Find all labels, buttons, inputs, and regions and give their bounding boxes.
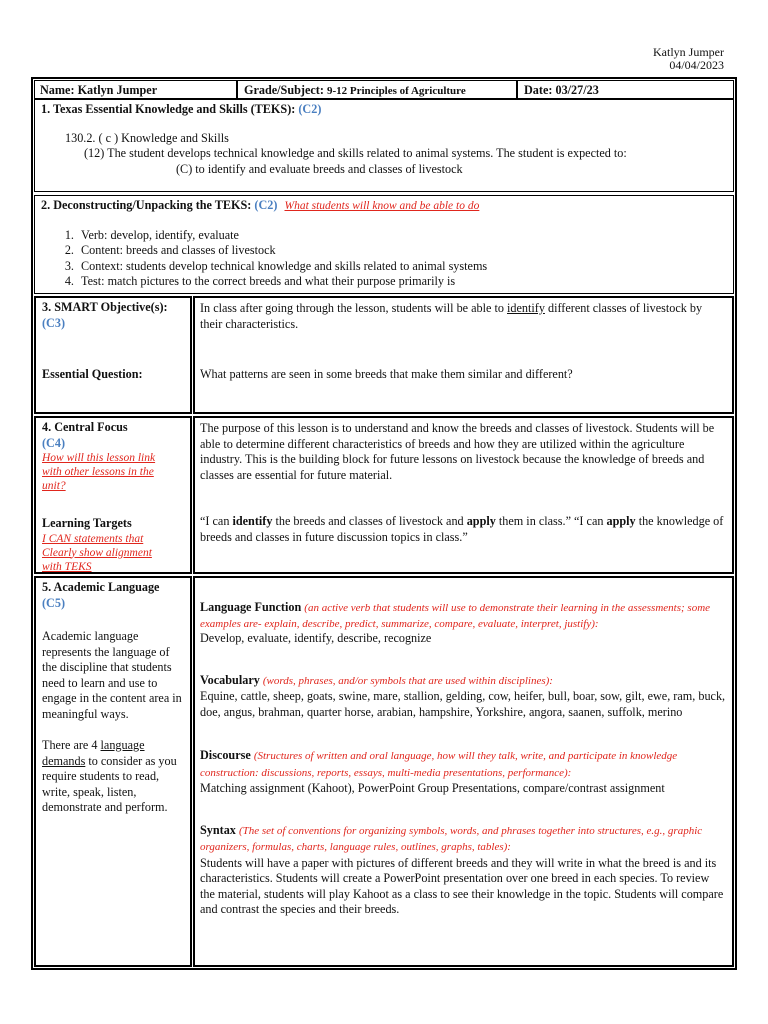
grade-label: Grade/Subject: [244,83,324,97]
vocabulary-note: (words, phrases, and/or symbols that are used within disciplines): [262,674,553,687]
deconstruct-item: 4. Test: match pictures to the correct breeds and what their purpose primarily is [77,274,727,290]
language-demands-text: There are 4 language demands to consider as you require students to read, write, speak, listen, demonstrate and perform. [42,738,177,814]
deconstruct-item: 3. Context: students develop technical knowledge and skills related to animal systems [77,259,727,275]
vocabulary-label: Vocabulary [200,672,260,687]
syntax-block [200,823,727,856]
smart-label: 3. SMART Objective(s): (C3) [42,300,168,330]
teks-code: (C2) [298,102,322,116]
academic-content-cell [193,576,734,967]
header-author: Katlyn Jumper [653,45,724,59]
teks-line-3: (C) to identify and evaluate breeds and classes of livestock [176,161,463,176]
syntax-text: Students will have a paper with pictures of different breeds and they will write in what the breed is and its characteristics. Students will create a PowerPoint presentation over one breed in each species. To review the material, students will play Kahoot as a class to see their knowledge in the topic. Students will compare and contrast the species and their breeds. [200,855,724,916]
learning-targets-note: I CAN statements that Clearly show alignment with TEKS [42,532,152,573]
deconstruct-section [34,195,734,294]
syntax-label: Syntax [200,822,236,837]
deconstruct-item: 1. Verb: develop, identify, evaluate [77,228,727,244]
deconstruct-item: 2. Content: breeds and classes of livestock [77,243,727,259]
essential-question-text: What patterns are seen in some breeds that make them similar and different? [200,367,573,381]
vocabulary-block [200,673,727,690]
smart-objective-text: In class after going through the lesson, students will be able to identify different classes of livestock by their characteristics. [200,301,703,331]
smart-content-cell [193,296,734,414]
date-value: 03/27/23 [555,83,599,97]
teks-title-line [41,102,727,118]
discourse-text: Matching assignment (Kahoot), PowerPoint Group Presentations, compare/contrast assignment [200,781,665,795]
learning-targets-text: “I can identify the breeds and classes of livestock and apply them in class.” “I can apply the knowledge of breeds and classes in future discussion topics in class.” [200,514,724,544]
name-cell [34,80,237,99]
smart-label-cell [34,296,192,414]
discourse-block [200,748,727,781]
academic-label-cell [34,576,192,967]
teks-line-1: 130.2. ( c ) Knowledge and Skills [65,130,229,145]
teks-section [34,99,734,192]
teks-line-2: (12) The student develops technical knowledge and skills related to animal systems. The student is expected to: [84,146,627,160]
grade-value: 9-12 Principles of Agriculture [326,85,466,97]
vocabulary-text: Equine, cattle, sheep, goats, swine, mare, stallion, gelding, cow, heifer, bull, boar, sow, gilt, ewe, ram, buck, doe, angus, brahman, quarter horse, arabian, hampshire, Yorkshire, angora, saanen, suffolk, merino [200,689,726,719]
grade-cell [237,80,517,99]
central-focus-code: (C4) [42,435,66,450]
name-label: Name: [40,83,75,97]
deconstruct-code: (C2) [254,198,278,212]
central-focus-note: How will this lesson link with other lessons in the unit? [42,452,156,492]
learning-targets-label: Learning Targets [42,516,132,530]
language-function-note: (an active verb that students will use to demonstrate their learning in the assessments; some examples are- explain, describe, predict, summarize, compare, evaluate, interpret, justify): [200,602,711,630]
header-date: 04/04/2023 [669,58,724,72]
deconstruct-note: What students will know and be able to do [284,200,480,212]
language-function-label: Language Function [200,600,302,614]
language-function-block [200,600,727,631]
discourse-note: (Structures of written and oral language, how will they talk, write, and participate in knowledge construction: discussions, reports, essays, multi-media presentations, performance): [200,750,678,779]
page-header [653,46,724,72]
deconstruct-list [41,228,727,290]
discourse-label: Discourse [200,748,251,762]
teks-title: 1. Texas Essential Knowledge and Skills (TEKS): [41,102,296,116]
central-focus-content-cell [193,416,734,574]
language-demands-term: language demands [42,738,145,768]
deconstruct-title: 2. Deconstructing/Unpacking the TEKS: [41,198,252,212]
central-focus-text: The purpose of this lesson is to understand and know the breeds and classes of livestock. Students will be able to determine different characteristics of breeds and how they are utilized within the agriculture industry. This is the building block for future lessons on livestock because the knowledge of breeds and classes are essential for future material. [200,421,715,482]
language-function-text: Develop, evaluate, identify, describe, recognize [200,631,432,645]
central-focus-label: 4. Central Focus [42,420,128,434]
essential-question-label: Essential Question: [42,367,143,381]
date-cell [517,80,734,99]
name-value: Katlyn Jumper [77,83,158,97]
academic-label: 5. Academic Language [42,580,160,594]
academic-code: (C5) [42,595,66,610]
smart-code: (C3) [42,315,66,330]
smart-key-verb: identify [507,301,545,315]
syntax-note: (The set of conventions for organizing symbols, words, and phrases together into structures, e.g., graphic organizers, formulas, charts, language rules, outlines, graphs, tables): [200,824,703,853]
central-focus-label-cell [34,416,192,574]
academic-description: Academic language represents the language of the discipline that students need to learn and use to engage in the content area in meaningful ways. [42,629,182,721]
deconstruct-title-line [41,198,727,215]
date-label: Date: [524,83,553,97]
